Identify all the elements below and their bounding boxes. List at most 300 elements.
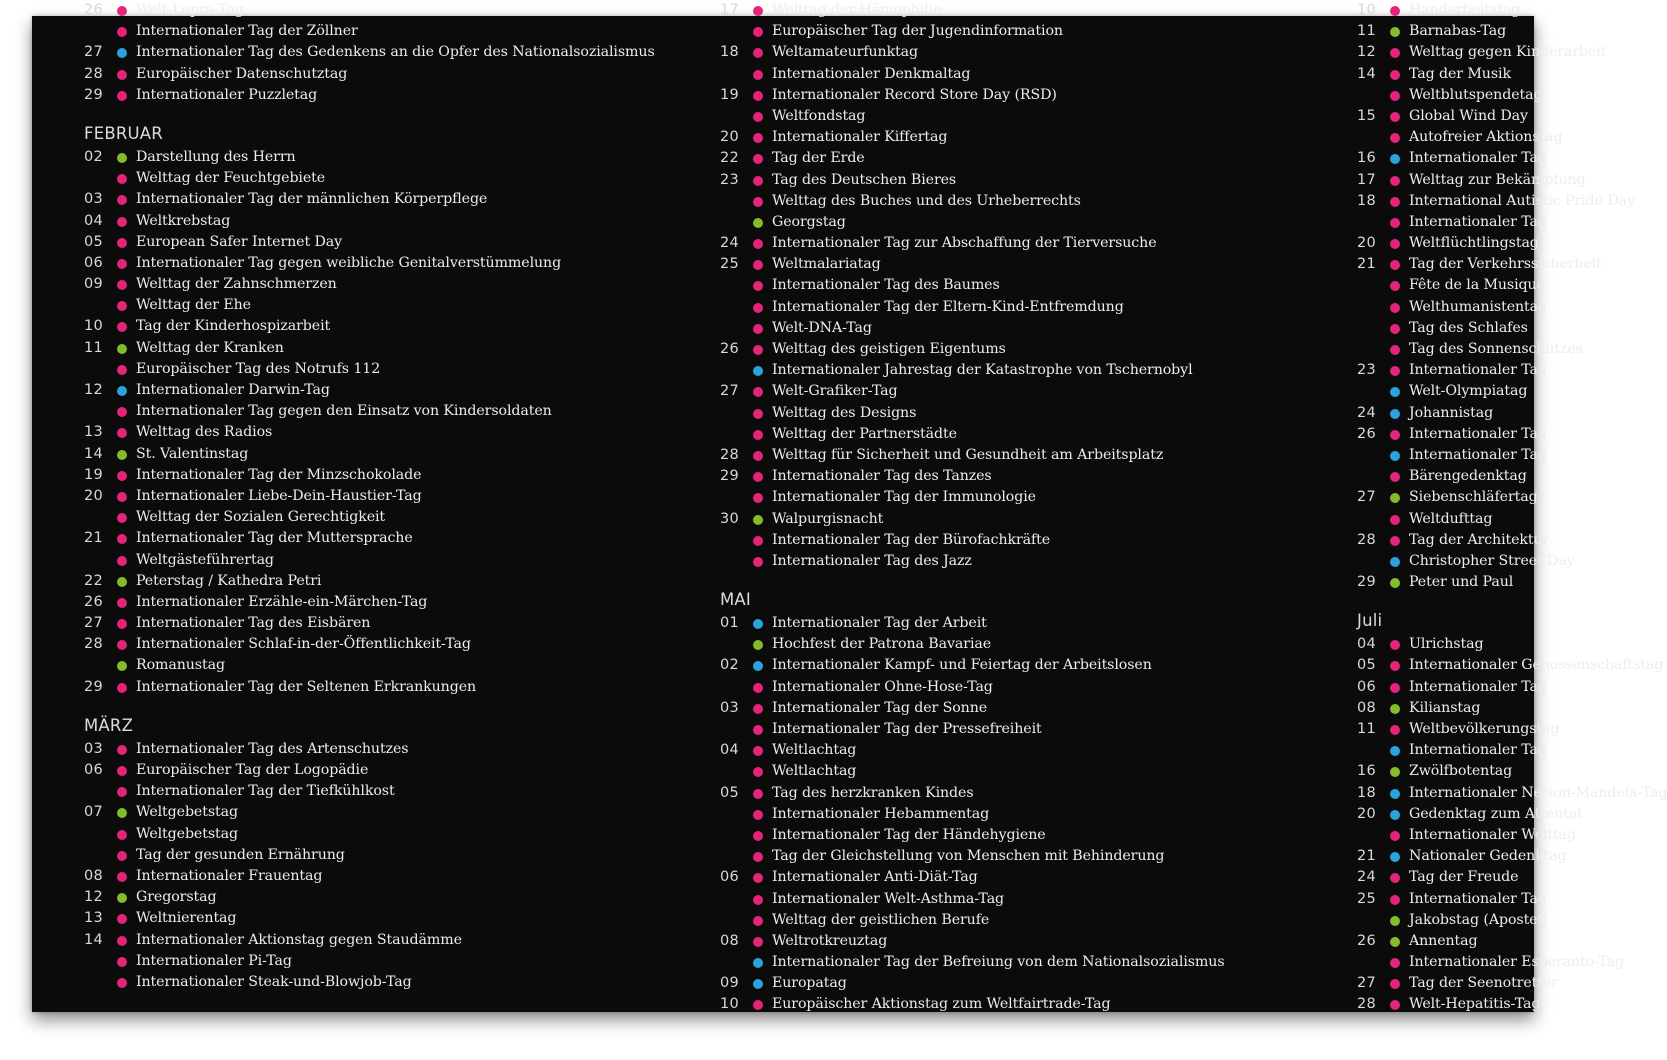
- entry-day: 30: [720, 510, 740, 527]
- entry-day: 14: [84, 931, 104, 948]
- category-dot-icon: [753, 725, 763, 735]
- calendar-entry: [720, 233, 1340, 254]
- category-dot-icon: [753, 1000, 763, 1010]
- calendar-entry: [1357, 0, 1534, 21]
- entry-day: 10: [1357, 2, 1377, 18]
- entry-name: Handarbeitstag: [1409, 2, 1521, 18]
- category-dot-icon: [753, 451, 763, 461]
- entry-name: Welt-Lepra-Tag: [136, 2, 244, 18]
- entry-name: Weltblutspendetag: [1409, 86, 1543, 103]
- category-dot-icon: [753, 218, 763, 228]
- category-dot-icon: [753, 154, 763, 164]
- calendar-entry: [84, 781, 734, 802]
- calendar-entry: [720, 0, 1340, 21]
- entry-name: Internationaler Welttag: [1409, 826, 1576, 843]
- calendar-entry: [84, 232, 734, 253]
- entry-day: 25: [720, 256, 740, 273]
- calendar-entry: [84, 64, 734, 85]
- entry-day: 18: [1357, 192, 1377, 209]
- entry-day: 06: [84, 762, 104, 778]
- category-dot-icon: [117, 428, 127, 438]
- entry-day: 26: [1357, 932, 1377, 949]
- category-dot-icon: [117, 830, 127, 840]
- calendar-entry: [1357, 445, 1547, 466]
- category-dot-icon: [1390, 281, 1400, 291]
- category-dot-icon: [1390, 979, 1400, 989]
- calendar-entry: [720, 740, 1340, 761]
- category-dot-icon: [753, 303, 763, 313]
- category-dot-icon: [117, 344, 127, 354]
- entry-day: 19: [720, 86, 740, 103]
- entry-name: Internationaler Tag: [1409, 678, 1547, 695]
- entry-name: Georgstag: [772, 213, 846, 230]
- entry-name: Peter und Paul: [1409, 574, 1514, 591]
- entry-day: 12: [84, 889, 104, 906]
- entry-day: 14: [84, 445, 104, 462]
- entry-day: 20: [720, 129, 740, 146]
- entry-name: Internationaler Tag des Eisbären: [136, 615, 371, 632]
- entry-name: Internationaler Tag der Sonne: [772, 699, 988, 716]
- calendar-entry: [1357, 21, 1534, 42]
- calendar-entry: [1357, 64, 1534, 85]
- calendar-column-2: [720, 2, 1340, 1013]
- calendar-entry: [84, 592, 734, 613]
- calendar-column-3: [1357, 2, 1667, 1013]
- entry-name: Weltmalariatag: [772, 256, 881, 273]
- calendar-entry: [720, 804, 1340, 825]
- entry-day: 02: [720, 657, 740, 674]
- category-dot-icon: [1390, 91, 1400, 101]
- calendar-entry: [84, 739, 734, 760]
- calendar-entry: [84, 359, 734, 380]
- category-dot-icon: [1390, 472, 1400, 482]
- entry-name: Welt-Olympiatag: [1409, 383, 1528, 400]
- entry-name: Internationaler Tag: [1409, 150, 1547, 167]
- calendar-entry: [720, 106, 1340, 127]
- category-dot-icon: [1390, 324, 1400, 334]
- category-dot-icon: [753, 345, 763, 355]
- entry-name: Europatag: [772, 975, 847, 992]
- entry-day: 25: [1357, 890, 1377, 907]
- calendar-entry: [1357, 424, 1547, 445]
- entry-name: Internationaler Tag der Händehygiene: [772, 826, 1046, 843]
- month-title: Juli: [1357, 611, 1383, 631]
- calendar-entry: [720, 191, 1340, 212]
- calendar-entry: [84, 677, 734, 698]
- entry-name: Gregorstag: [136, 889, 217, 906]
- entry-day: 06: [720, 869, 740, 886]
- entry-day: 22: [84, 572, 104, 589]
- category-dot-icon: [753, 472, 763, 482]
- entry-name: Internationaler Tag: [1409, 213, 1547, 230]
- calendar-entry: [1357, 719, 1560, 740]
- entry-day: 09: [84, 276, 104, 293]
- entry-day: 13: [84, 910, 104, 927]
- category-dot-icon: [1390, 578, 1400, 588]
- category-dot-icon: [117, 851, 127, 861]
- calendar-entry: [84, 528, 734, 549]
- calendar-entry: [84, 866, 734, 887]
- category-dot-icon: [1390, 661, 1400, 671]
- category-dot-icon: [1390, 493, 1400, 503]
- entry-name: Internationaler Tag der Immunologie: [772, 489, 1036, 506]
- entry-day: 26: [84, 2, 104, 18]
- entry-day: 28: [1357, 531, 1377, 548]
- calendar-entry: [1357, 106, 1534, 127]
- category-dot-icon: [1390, 937, 1400, 947]
- entry-name: Internationaler Tag der Eltern-Kind-Entfremdung: [772, 298, 1124, 315]
- calendar-entry: [1357, 889, 1547, 910]
- calendar-entry: [720, 254, 1340, 275]
- category-dot-icon: [753, 557, 763, 567]
- entry-day: 27: [84, 44, 104, 61]
- calendar-entry: [84, 253, 734, 274]
- entry-day: 06: [84, 254, 104, 271]
- entry-day: 29: [84, 678, 104, 695]
- entry-name: Welttag der Sozialen Gerechtigkeit: [136, 509, 386, 526]
- calendar-entry: [1357, 952, 1624, 973]
- entry-day: 01: [720, 615, 740, 632]
- calendar-entry: [720, 466, 1340, 487]
- entry-name: Tag der Gleichstellung von Menschen mit Behinderung: [772, 848, 1165, 865]
- entry-day: 27: [720, 383, 740, 400]
- category-dot-icon: [1390, 683, 1400, 693]
- entry-name: Internationaler Nelson-Mandela-Tag: [1409, 784, 1667, 801]
- category-dot-icon: [1390, 536, 1400, 546]
- entry-name: Internationaler Pi-Tag: [136, 952, 292, 969]
- calendar-entry: [84, 0, 734, 21]
- calendar-entry: [720, 719, 1340, 740]
- category-dot-icon: [1390, 154, 1400, 164]
- category-dot-icon: [1390, 916, 1400, 926]
- calendar-entry: [84, 85, 734, 106]
- month-section: [1357, 607, 1667, 1015]
- entry-name: Internationaler Record Store Day (RSD): [772, 86, 1057, 103]
- category-dot-icon: [1390, 345, 1400, 355]
- entry-name: Weltkrebstag: [136, 212, 231, 229]
- entry-name: Internationaler Puzzletag: [136, 86, 318, 103]
- calendar-entry: [84, 507, 734, 528]
- category-dot-icon: [1390, 873, 1400, 883]
- month-title: MAI: [720, 590, 751, 610]
- category-dot-icon: [117, 195, 127, 205]
- entry-day: 22: [720, 150, 740, 167]
- calendar-entry: [1357, 551, 1575, 572]
- calendar-entry: [84, 613, 734, 634]
- category-dot-icon: [1390, 704, 1400, 714]
- calendar-entry: [720, 509, 1340, 530]
- entry-name: Internationaler Tag: [1409, 890, 1547, 907]
- entry-name: Weltlachtag: [772, 742, 857, 759]
- entry-name: Global Wind Day: [1409, 107, 1528, 124]
- category-dot-icon: [753, 979, 763, 989]
- calendar-entry: [84, 824, 734, 845]
- calendar-entry: [1357, 655, 1664, 676]
- calendar-entry: [720, 634, 1340, 655]
- calendar-entry: [720, 846, 1340, 867]
- category-dot-icon: [753, 48, 763, 58]
- category-dot-icon: [117, 217, 127, 227]
- category-dot-icon: [117, 238, 127, 248]
- entry-day: 05: [1357, 657, 1377, 674]
- entry-name: Internationaler Tag der Arbeit: [772, 615, 987, 632]
- entry-day: 26: [1357, 425, 1377, 442]
- category-dot-icon: [117, 598, 127, 608]
- entry-name: Internationaler Tag der Befreiung von dem Nationalsozialismus: [772, 954, 1225, 971]
- calendar-entry: [720, 64, 1340, 85]
- entry-name: Ulrichstag: [1409, 636, 1484, 653]
- entry-day: 28: [1357, 996, 1377, 1013]
- entry-name: Welttag der Hämophilie: [772, 2, 942, 18]
- entry-name: Johannistag: [1409, 404, 1494, 421]
- month-section: [1357, 0, 1635, 593]
- category-dot-icon: [117, 619, 127, 629]
- entry-name: Internationaler Tag der Seltenen Erkrankungen: [136, 678, 477, 695]
- calendar-entry: [720, 170, 1340, 191]
- calendar-entry: [84, 211, 734, 232]
- entry-name: Europäischer Tag der Jugendinformation: [772, 23, 1063, 40]
- category-dot-icon: [117, 27, 127, 37]
- calendar-entry: [720, 783, 1340, 804]
- entry-name: Tag der Erde: [772, 150, 865, 167]
- entry-name: Romanustag: [136, 657, 225, 674]
- category-dot-icon: [117, 322, 127, 332]
- calendar-entry: [720, 698, 1340, 719]
- category-dot-icon: [1390, 640, 1400, 650]
- entry-name: Welttag des geistigen Eigentums: [772, 341, 1006, 357]
- entry-day: 21: [1357, 256, 1377, 273]
- entry-day: 27: [1357, 975, 1377, 992]
- entry-name: Walpurgisnacht: [772, 510, 884, 527]
- category-dot-icon: [753, 895, 763, 905]
- category-dot-icon: [117, 301, 127, 311]
- entry-day: 29: [720, 468, 740, 485]
- entry-name: Internationaler Tag des Artenschutzes: [136, 740, 409, 757]
- calendar-entry: [720, 910, 1340, 931]
- category-dot-icon: [753, 937, 763, 947]
- category-dot-icon: [1390, 958, 1400, 968]
- calendar-entry: [84, 168, 734, 189]
- category-dot-icon: [753, 70, 763, 80]
- entry-name: Internationaler Tag zur Abschaffung der Tierversuche: [772, 235, 1157, 252]
- calendar-entry: [1357, 677, 1547, 698]
- category-dot-icon: [753, 133, 763, 143]
- category-dot-icon: [1390, 767, 1400, 777]
- entry-name: Internationaler Tag: [1409, 742, 1547, 759]
- entry-name: Welt-Grafiker-Tag: [772, 383, 898, 400]
- calendar-entry: [720, 318, 1340, 339]
- calendar-entry: [1357, 254, 1602, 275]
- calendar-entry: [1357, 360, 1547, 381]
- category-dot-icon: [753, 112, 763, 122]
- category-dot-icon: [1390, 27, 1400, 37]
- calendar-entry: [1357, 634, 1534, 655]
- calendar-entry: [84, 655, 734, 676]
- entry-name: Internationaler Liebe-Dein-Haustier-Tag: [136, 487, 422, 504]
- entry-name: Tag der gesunden Ernährung: [136, 846, 345, 863]
- category-dot-icon: [1390, 387, 1400, 397]
- calendar-entry: [720, 297, 1340, 318]
- entry-name: Hochfest der Patrona Bavariae: [772, 636, 992, 653]
- entry-day: 11: [1357, 721, 1377, 737]
- entry-name: Tag der Seenotretter: [1409, 975, 1558, 992]
- entry-name: International Autistic Pride Day: [1409, 192, 1635, 209]
- category-dot-icon: [753, 281, 763, 291]
- category-dot-icon: [117, 957, 127, 967]
- entry-day: 27: [84, 615, 104, 632]
- calendar-entry: [84, 338, 734, 359]
- calendar-entry: [84, 401, 734, 422]
- calendar-entry: [84, 571, 734, 592]
- entry-day: 11: [1357, 23, 1377, 40]
- entry-name: Internationaler Tag der Tiefkühlkost: [136, 783, 395, 800]
- category-dot-icon: [117, 386, 127, 396]
- calendar-entry: [84, 274, 734, 295]
- calendar-entry: [1357, 783, 1667, 804]
- entry-day: 16: [1357, 763, 1377, 780]
- entry-name: Internationaler Tag des Tanzes: [772, 468, 992, 485]
- calendar-entry: [1357, 846, 1567, 867]
- entry-name: Tag des Schlafes: [1409, 319, 1528, 336]
- entry-day: 04: [84, 212, 104, 229]
- entry-name: Tag der Musik: [1409, 65, 1511, 82]
- entry-name: Welttag für Sicherheit und Gesundheit am Arbeitsplatz: [772, 446, 1164, 463]
- calendar-entry: [1357, 466, 1534, 487]
- category-dot-icon: [117, 893, 127, 903]
- calendar-entry: [1357, 867, 1534, 888]
- calendar-entry: [84, 760, 734, 781]
- calendar-entry: [720, 613, 1340, 634]
- category-dot-icon: [1390, 133, 1400, 143]
- calendar-entry: [1357, 191, 1635, 212]
- category-dot-icon: [753, 6, 763, 16]
- entry-day: 08: [720, 932, 740, 949]
- month-title: FEBRUAR: [84, 123, 163, 143]
- entry-day: 28: [84, 636, 104, 653]
- calendar-entry: [720, 21, 1340, 42]
- category-dot-icon: [753, 831, 763, 841]
- entry-name: Welthumanistentag: [1409, 298, 1547, 315]
- calendar-entry: [720, 360, 1340, 381]
- entry-name: Welttag des Designs: [772, 404, 917, 421]
- category-dot-icon: [117, 683, 127, 693]
- calendar-entry: [1357, 931, 1534, 952]
- month-section: [84, 0, 734, 106]
- entry-name: Internationaler Steak-und-Blowjob-Tag: [136, 973, 412, 990]
- entry-name: Jakobstag (Apostel): [1409, 911, 1548, 928]
- entry-name: Internationaler Esperanto-Tag: [1409, 954, 1624, 971]
- category-dot-icon: [753, 958, 763, 968]
- category-dot-icon: [1390, 260, 1400, 270]
- calendar-entry: [1357, 487, 1538, 508]
- calendar-entry: [1357, 509, 1534, 530]
- category-dot-icon: [753, 176, 763, 186]
- category-dot-icon: [117, 70, 127, 80]
- entry-day: 19: [84, 466, 104, 483]
- calendar-entry: [1357, 910, 1548, 931]
- entry-name: Internationaler Tag des Gedenkens an die Opfer des Nationalsozialismus: [136, 44, 655, 61]
- category-dot-icon: [1390, 112, 1400, 122]
- calendar-entry: [84, 972, 734, 993]
- category-dot-icon: [753, 27, 763, 37]
- calendar-entry: [720, 677, 1340, 698]
- category-dot-icon: [753, 704, 763, 714]
- entry-day: 03: [84, 740, 104, 757]
- entry-name: Welttag des Buches und des Urheberrechts: [772, 192, 1081, 209]
- calendar-entry: [720, 931, 1340, 952]
- entry-name: Tag des Sonnenschutzes: [1409, 341, 1583, 357]
- month-section: [84, 120, 734, 698]
- category-dot-icon: [117, 471, 127, 481]
- calendar-entry: [720, 127, 1340, 148]
- calendar-entry: [720, 148, 1340, 169]
- calendar-entry: [1357, 804, 1583, 825]
- calendar-entry: [720, 85, 1340, 106]
- calendar-entry: [84, 930, 734, 951]
- entry-name: Welttag der Kranken: [136, 339, 284, 356]
- entry-name: Weltgebetstag: [136, 825, 238, 842]
- entry-name: Internationaler Erzähle-ein-Märchen-Tag: [136, 593, 428, 610]
- category-dot-icon: [753, 873, 763, 883]
- entry-name: Welttag der Feuchtgebiete: [136, 170, 326, 187]
- calendar-entry: [720, 339, 1340, 360]
- entry-day: 03: [720, 699, 740, 716]
- category-dot-icon: [753, 387, 763, 397]
- category-dot-icon: [1390, 725, 1400, 735]
- category-dot-icon: [753, 515, 763, 525]
- category-dot-icon: [117, 787, 127, 797]
- category-dot-icon: [753, 430, 763, 440]
- calendar-entry: [720, 994, 1340, 1015]
- calendar-page: [32, 2, 1667, 1013]
- entry-name: Gedenktag zum Attentat: [1409, 805, 1583, 822]
- entry-day: 13: [84, 424, 104, 441]
- entry-name: Internationaler Tag der männlichen Körperpflege: [136, 191, 488, 208]
- entry-name: Internationaler Ohne-Hose-Tag: [772, 678, 993, 695]
- calendar-entry: [720, 530, 1340, 551]
- entry-day: 18: [1357, 784, 1377, 801]
- category-dot-icon: [117, 936, 127, 946]
- entry-day: 04: [720, 742, 740, 759]
- entry-name: Internationaler Welt-Asthma-Tag: [772, 890, 1005, 907]
- category-dot-icon: [1390, 197, 1400, 207]
- entry-day: 26: [84, 593, 104, 610]
- category-dot-icon: [117, 450, 127, 460]
- category-dot-icon: [117, 766, 127, 776]
- calendar-entry: [84, 908, 734, 929]
- entry-day: 28: [84, 65, 104, 82]
- category-dot-icon: [117, 577, 127, 587]
- entry-day: 04: [1357, 636, 1377, 653]
- calendar-entry: [1357, 212, 1547, 233]
- entry-name: Internationaler Tag der Bürofachkräfte: [772, 531, 1051, 548]
- category-dot-icon: [117, 48, 127, 58]
- category-dot-icon: [753, 916, 763, 926]
- entry-name: Internationaler Tag der Minzschokolade: [136, 466, 422, 483]
- calendar-entry: [84, 147, 734, 168]
- entry-name: Weltrotkreuztag: [772, 932, 888, 949]
- entry-day: 12: [1357, 44, 1377, 61]
- entry-day: 12: [84, 382, 104, 398]
- category-dot-icon: [117, 978, 127, 988]
- entry-name: Internationaler Hebammentag: [772, 805, 990, 822]
- category-dot-icon: [117, 91, 127, 101]
- entry-name: Christopher Street Day: [1409, 552, 1575, 569]
- entry-day: 03: [84, 191, 104, 208]
- category-dot-icon: [1390, 789, 1400, 799]
- entry-name: Internationaler Tag der Zöllner: [136, 23, 358, 40]
- entry-day: 29: [84, 86, 104, 103]
